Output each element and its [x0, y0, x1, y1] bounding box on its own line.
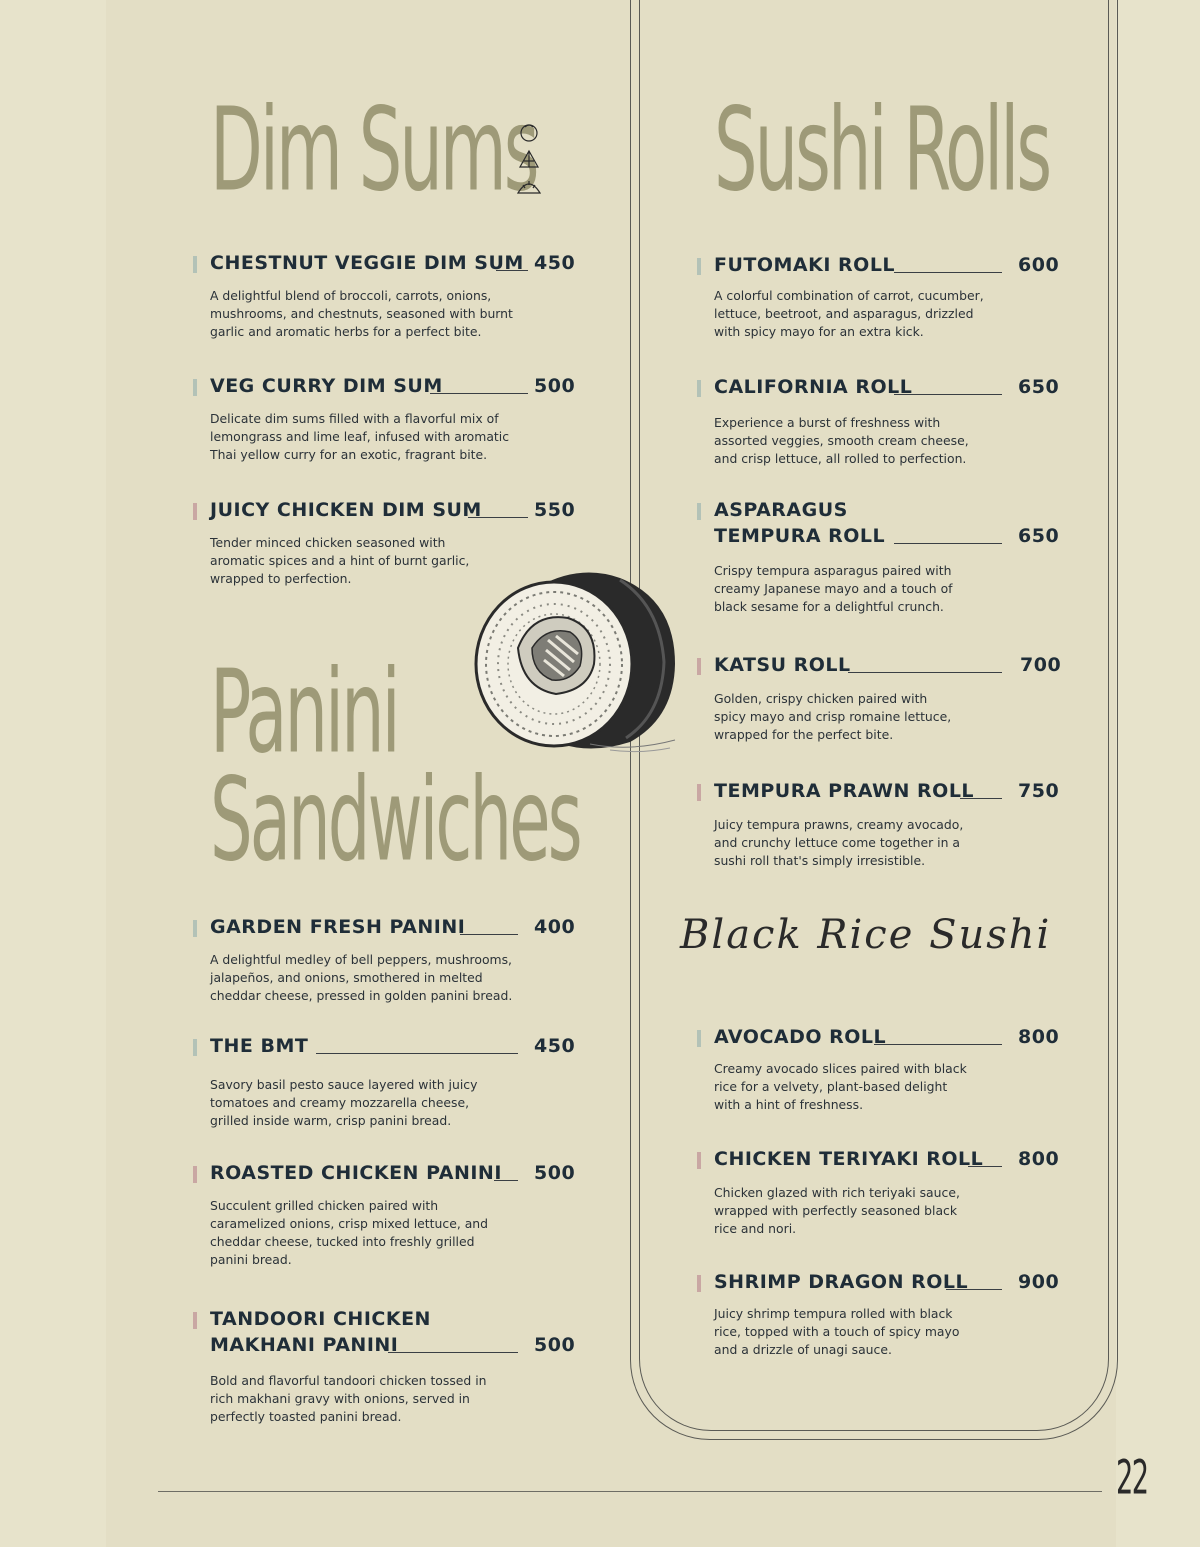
leader-line [960, 798, 1002, 799]
item-description: Savory basil pesto sauce layered with juicy tomatoes and creamy mozzarella cheese, grilled inside warm, crisp panini bread. [210, 1077, 478, 1128]
item-price: 500 [534, 1162, 576, 1184]
item-marker [697, 503, 701, 520]
item-name: VEG CURRY DIM SUM [210, 375, 443, 397]
item-description: Experience a burst of freshness with assorted veggies, smooth cream cheese, and crisp lettuce, all rolled to perfection. [714, 415, 969, 466]
item-marker [193, 920, 197, 937]
menu-item [210, 252, 580, 341]
item-marker [697, 658, 701, 675]
item-price: 500 [534, 1334, 576, 1356]
menu-item [714, 1148, 1064, 1238]
menu-item [210, 1162, 580, 1269]
dim-sums-heading: Dim Sums [210, 82, 537, 218]
item-marker [697, 1275, 701, 1292]
leader-line [894, 543, 1002, 544]
item-description: A delightful blend of broccoli, carrots, onions, mushrooms, and chestnuts, seasoned with burnt garlic and aromatic herbs for a perfect bite. [210, 288, 513, 339]
leader-line [496, 270, 528, 271]
crescent-dumpling-icon [518, 181, 540, 193]
page-left-margin [0, 0, 106, 1547]
item-name-line2: MAKHANI PANINI [210, 1334, 399, 1356]
item-description: Juicy shrimp tempura rolled with black rice, topped with a touch of spicy mayo and a drizzle of unagi sauce. [714, 1306, 960, 1357]
menu-item [714, 654, 1064, 744]
item-price: 800 [1018, 1026, 1060, 1048]
menu-item [714, 780, 1064, 870]
item-name: SHRIMP DRAGON ROLL [714, 1271, 969, 1293]
item-price: 550 [534, 499, 576, 521]
item-name: GARDEN FRESH PANINI [210, 916, 466, 938]
item-name: TEMPURA PRAWN ROLL [714, 780, 975, 802]
item-name: FUTOMAKI ROLL [714, 254, 896, 276]
leader-line [968, 1166, 1002, 1167]
item-price: 650 [1018, 525, 1060, 547]
item-marker [697, 1030, 701, 1047]
item-description: Delicate dim sums filled with a flavorful mix of lemongrass and lime leaf, infused with aromatic Thai yellow curry for an exotic, fragrant bite. [210, 411, 510, 462]
item-description: Chicken glazed with rich teriyaki sauce, wrapped with perfectly seasoned black rice and nori. [714, 1185, 960, 1236]
item-price: 650 [1018, 376, 1060, 398]
item-price: 600 [1018, 254, 1060, 276]
item-name: ROASTED CHICKEN PANINI [210, 1162, 502, 1184]
item-marker [193, 379, 197, 396]
dumpling-icons [514, 121, 544, 199]
item-marker [193, 1039, 197, 1056]
item-price: 800 [1018, 1148, 1060, 1170]
menu-item [714, 376, 1064, 468]
item-name: KATSU ROLL [714, 654, 851, 676]
leader-line [430, 393, 528, 394]
item-marker [193, 503, 197, 520]
item-price: 750 [1018, 780, 1060, 802]
item-price: 450 [534, 252, 576, 274]
leader-line [460, 934, 518, 935]
menu-item [210, 916, 580, 1005]
item-price: 450 [534, 1035, 576, 1057]
item-description: Crispy tempura asparagus paired with creamy Japanese mayo and a touch of black sesame for a delightful crunch. [714, 563, 953, 614]
leader-line [316, 1053, 518, 1054]
item-name-line2: TEMPURA ROLL [714, 525, 886, 547]
item-description: Succulent grilled chicken paired with caramelized onions, crisp mixed lettuce, and cheddar cheese, tucked into freshly grilled panini bread. [210, 1198, 489, 1267]
leader-line [848, 672, 1002, 673]
item-name: CHESTNUT VEGGIE DIM SUM [210, 252, 524, 274]
leader-line [946, 1289, 1002, 1290]
item-name: THE BMT [210, 1035, 309, 1057]
menu-item [714, 499, 1064, 616]
item-price: 500 [534, 375, 576, 397]
page-number: 22 [1116, 1450, 1148, 1506]
item-marker [697, 784, 701, 801]
item-description: Juicy tempura prawns, creamy avocado, and crunchy lettuce come together in a sushi roll that's simply irresistible. [714, 817, 964, 868]
item-marker [697, 258, 701, 275]
item-description: A delightful medley of bell peppers, mushrooms, jalapeños, and onions, smothered in melted cheddar cheese, pressed in golden panini bread. [210, 952, 513, 1003]
item-name-line1: ASPARAGUS [714, 499, 848, 521]
item-price: 400 [534, 916, 576, 938]
sushi-roll-illustration [470, 566, 680, 756]
item-description: Golden, crispy chicken paired with spicy mayo and crisp romaine lettuce, wrapped for the perfect bite. [714, 691, 952, 742]
menu-item [714, 1026, 1064, 1114]
menu-item [714, 254, 1064, 341]
sushi-roll-icon [476, 573, 675, 752]
item-marker [193, 1166, 197, 1183]
round-dumpling-icon [521, 125, 537, 141]
sushi-rolls-heading: Sushi Rolls [714, 82, 1050, 218]
footer-rule [158, 1491, 1102, 1492]
item-description: Tender minced chicken seasoned with aromatic spices and a hint of burnt garlic, wrapped to perfection. [210, 535, 470, 586]
leader-line [388, 1352, 518, 1353]
item-name: CHICKEN TERIYAKI ROLL [714, 1148, 984, 1170]
item-description: A colorful combination of carrot, cucumber, lettuce, beetroot, and asparagus, drizzled with spicy mayo for an extra kick. [714, 288, 984, 339]
panini-heading-line1: Panini [210, 644, 398, 780]
menu-item [714, 1271, 1064, 1359]
leader-line [468, 517, 528, 518]
item-price: 700 [1020, 654, 1062, 676]
item-description: Bold and flavorful tandoori chicken tossed in rich makhani gravy with onions, served in perfectly toasted panini bread. [210, 1373, 487, 1424]
item-name-line1: TANDOORI CHICKEN [210, 1308, 431, 1330]
item-name: CALIFORNIA ROLL [714, 376, 913, 398]
menu-item [210, 375, 580, 464]
leader-line [894, 272, 1002, 273]
page-right-margin [1116, 0, 1200, 1547]
item-description: Creamy avocado slices paired with black rice for a velvety, plant-based delight with a hint of freshness. [714, 1061, 967, 1112]
leader-line [494, 1180, 518, 1181]
leader-line [894, 394, 1002, 395]
item-marker [697, 380, 701, 397]
item-marker [193, 1312, 197, 1329]
item-name: JUICY CHICKEN DIM SUM [210, 499, 482, 521]
leader-line [874, 1044, 1002, 1045]
black-rice-sushi-heading: Black Rice Sushi [680, 912, 1052, 958]
item-marker [697, 1152, 701, 1169]
triangle-dumpling-icon [520, 151, 538, 167]
item-name: AVOCADO ROLL [714, 1026, 887, 1048]
panini-heading-line2: Sandwiches [210, 752, 580, 888]
item-marker [193, 256, 197, 273]
menu-item [210, 1035, 580, 1130]
menu-item [210, 1308, 580, 1426]
item-price: 900 [1018, 1271, 1060, 1293]
